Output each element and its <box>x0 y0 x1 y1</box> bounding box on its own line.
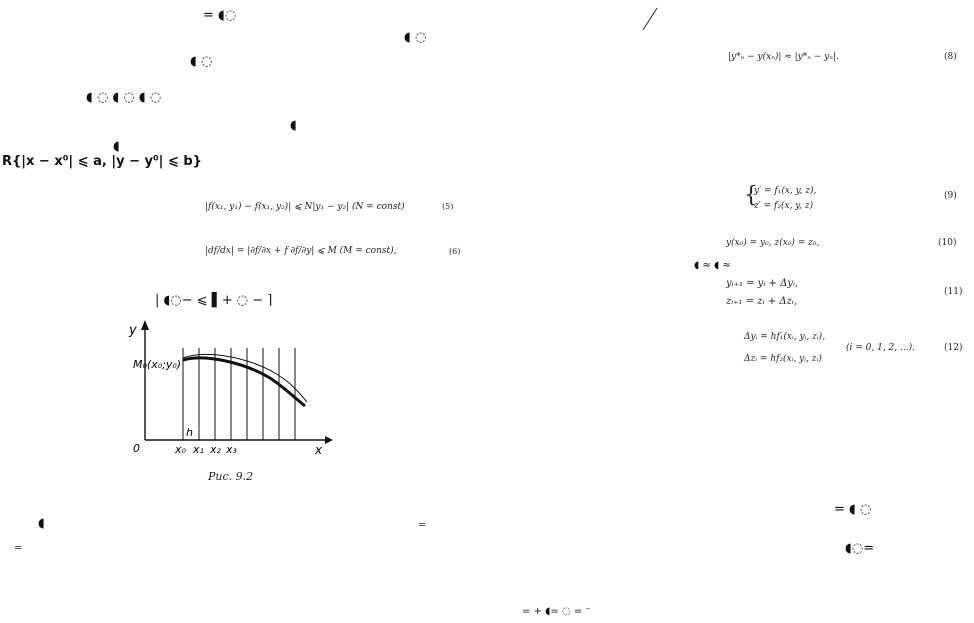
math-fragment: = + ◖= ◌ = ⁻ <box>522 606 591 617</box>
step-label: h <box>186 426 193 439</box>
approx-curve <box>183 358 305 406</box>
equation-12-line1: Δyᵢ = hf₁(xᵢ, yᵢ, zᵢ), <box>744 332 826 342</box>
domain-formula: R{|x − x⁰| ⩽ a, |y − y⁰| ⩽ b} <box>2 154 202 169</box>
equation-12-number: (12) <box>944 343 963 353</box>
figure-caption: Рис. 9.2 <box>208 470 254 483</box>
brace: { <box>744 183 758 208</box>
equation-12-line2: Δzᵢ = hf₂(xᵢ, yᵢ, zᵢ) <box>744 354 822 364</box>
origin-label: 0 <box>133 442 140 455</box>
math-fragment: ◖ <box>113 139 120 154</box>
equation-11-line2: zᵢ₊₁ = zᵢ + Δzᵢ, <box>726 296 798 307</box>
y-axis-label: y <box>129 323 137 338</box>
math-fragment: ◖ ◌ <box>404 30 427 45</box>
equation-12-condition: (i = 0, 1, 2, ...). <box>846 343 915 353</box>
equation-11-number: (11) <box>944 287 963 297</box>
tick-label-x0: x₀ <box>175 443 186 456</box>
math-fragment: ◖ <box>38 516 45 531</box>
equation-9-line1: y′ = f₁(x, y, z), <box>754 186 817 196</box>
math-fragment: = ◖ ◌ <box>834 502 872 517</box>
grid-lines <box>183 348 295 440</box>
math-fragment: ◖ <box>290 118 297 133</box>
equation-9-line2: z′ = f₂(x, y, z) <box>754 201 814 211</box>
equation-6-number: (6) <box>449 247 461 256</box>
tick-label-x3: x₃ <box>226 443 237 456</box>
equation-6: |df/dx| = |∂f/∂x + f ∂f/∂y| ⩽ M (M = const), <box>205 246 397 256</box>
equation-5-number: (5) <box>442 202 454 211</box>
math-fragment: ◖ ◌ <box>190 54 213 69</box>
math-fragment: ◖◌= <box>845 541 875 556</box>
equation-10: y(x₀) = y₀, z(x₀) = z₀, <box>726 238 820 248</box>
x-axis-label: x <box>315 443 323 457</box>
equation-8: |y*ₙ − y(xₙ)| ≈ |y*ₙ − yₙ|. <box>728 52 839 62</box>
y-axis-arrow <box>141 320 149 330</box>
math-fragment: = ◖◌ <box>203 8 237 23</box>
approx-fragment: ◖ ≈ ◖ ≈ <box>694 260 731 271</box>
x-axis-arrow <box>325 436 333 444</box>
equation-9-number: (9) <box>944 191 957 201</box>
stray-slash-mark <box>640 6 660 32</box>
tick-label-x2: x₂ <box>210 443 221 456</box>
math-fragment: ◖ ◌ ◖ ◌ ◖ ◌ <box>86 90 162 105</box>
inequality-fragment: | ◖◌− ⩽ ▌+ ◌ − ⌉ <box>155 293 273 308</box>
figure-9-2 <box>125 318 335 463</box>
math-fragment: = <box>418 520 427 531</box>
exact-curve <box>183 354 307 402</box>
equation-10-number: (10) <box>938 238 957 248</box>
equation-8-number: (8) <box>944 52 957 62</box>
tick-label-x1: x₁ <box>193 443 204 456</box>
equation-11-line1: yᵢ₊₁ = yᵢ + Δyᵢ, <box>726 278 799 289</box>
equation-5: |f(x₁, y₁) − f(x₁, y₂)| ⩽ N|y₁ − y₂| (N = const) <box>205 202 405 212</box>
math-fragment: = <box>14 543 23 554</box>
point-label: M₀(x₀;y₀) <box>133 358 182 371</box>
